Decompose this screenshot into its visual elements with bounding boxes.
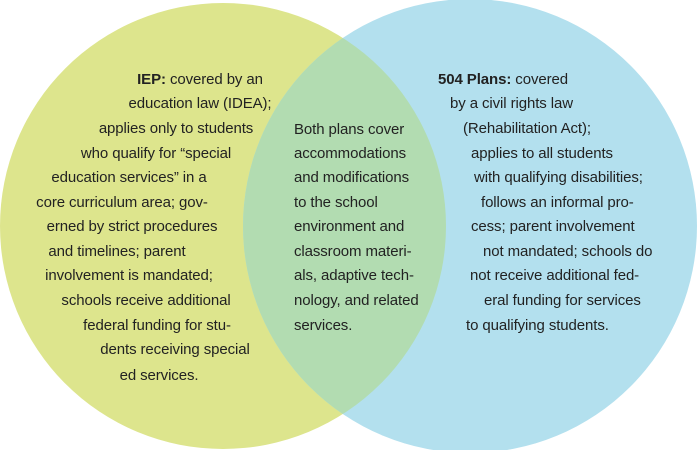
iep-heading: IEP: xyxy=(137,71,166,88)
shared-line: Both plans cover xyxy=(294,121,405,138)
shared-line: nology, and related xyxy=(294,292,419,309)
plan504-line: by a civil rights law xyxy=(450,95,573,112)
shared-line: classroom materi- xyxy=(294,243,412,260)
iep-line: education services” in a xyxy=(51,169,207,186)
shared-line: environment and xyxy=(294,218,405,235)
iep-line-text: covered by an xyxy=(169,71,263,88)
iep-line: involvement is mandated; xyxy=(45,267,213,284)
shared-line: and modifications xyxy=(294,169,410,186)
shared-line: als, adaptive tech- xyxy=(294,267,414,284)
plan504-heading: 504 Plans: xyxy=(438,71,512,88)
plan504-line: (Rehabilitation Act); xyxy=(463,120,591,137)
plan504-line: not receive additional fed- xyxy=(470,267,640,284)
plan504-line: to qualifying students. xyxy=(466,317,609,334)
iep-line: applies only to students xyxy=(98,120,254,137)
iep-line: and timelines; parent xyxy=(48,243,186,260)
plan504-line-text: covered xyxy=(515,71,568,88)
plan504-line: follows an informal pro- xyxy=(481,194,634,211)
plan504-line: applies to all students xyxy=(471,145,613,162)
iep-line: ed services. xyxy=(119,367,199,384)
shared-line: to the school xyxy=(294,194,378,211)
iep-line: core curriculum area; gov- xyxy=(36,194,208,211)
shared-line: accommodations xyxy=(294,145,406,162)
shared-line: services. xyxy=(294,317,353,334)
iep-line xyxy=(137,68,263,92)
plan504-line: not mandated; schools do xyxy=(483,243,653,260)
iep-line: schools receive additional xyxy=(61,292,231,309)
iep-line: erned by strict procedures xyxy=(46,218,218,235)
plan504-line xyxy=(438,68,568,92)
plan504-line: eral funding for services xyxy=(484,292,641,309)
iep-line: federal funding for stu- xyxy=(83,317,231,334)
plan504-line: with qualifying disabilities; xyxy=(474,169,643,186)
plan504-line: cess; parent involvement xyxy=(471,218,635,235)
iep-line: dents receiving special xyxy=(100,341,250,358)
iep-line: who qualify for “special xyxy=(80,145,232,162)
iep-line: education law (IDEA); xyxy=(128,95,272,112)
